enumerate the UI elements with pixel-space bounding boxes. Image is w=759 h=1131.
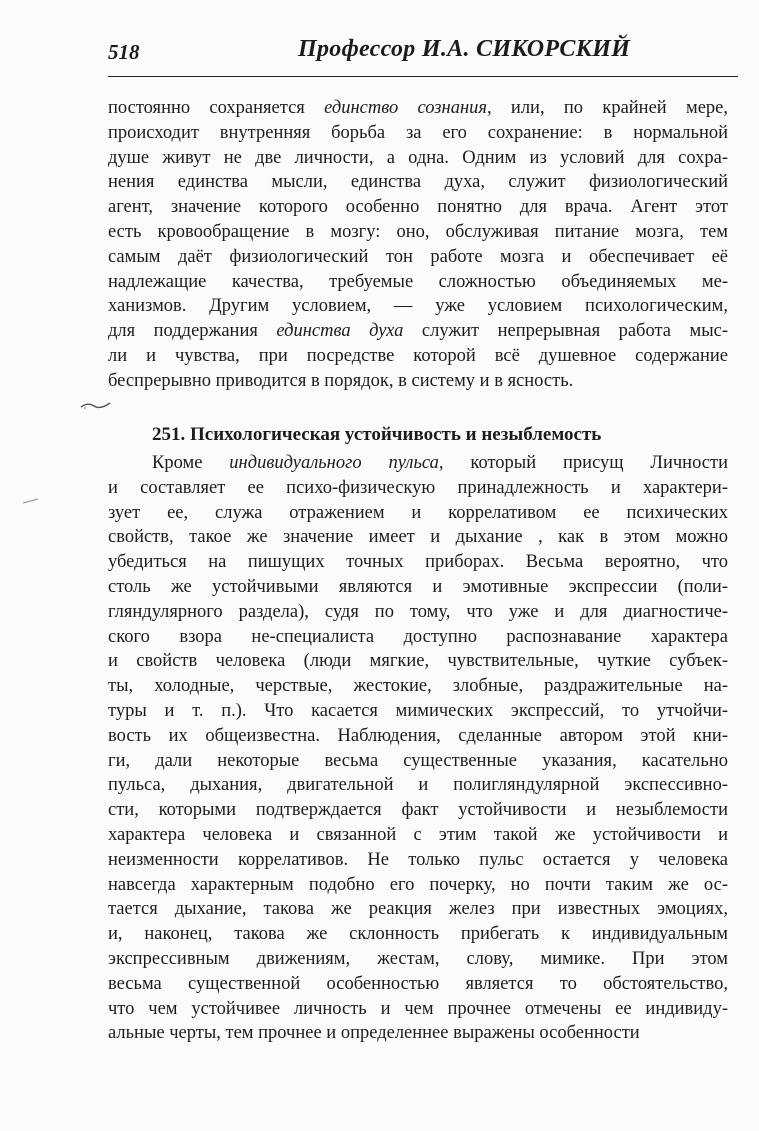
paragraph-1: [108, 96, 728, 394]
text-span: тается дыхание, такова же реакция желез при известных эмоциях,: [108, 899, 728, 920]
text-span: или, по крайней мере,: [491, 98, 728, 118]
text-span: экспрессивным движениям, жестам, слову, мимике. При этом: [108, 948, 728, 969]
text-line: [108, 195, 728, 220]
text-span: беспрерывно приводится в порядок, в систему и в ясность.: [108, 370, 574, 391]
text-span: гляндулярного раздела), судя по тому, что уже и для диагностиче-: [108, 601, 728, 622]
text-line: [108, 344, 728, 369]
text-span: для поддержания: [108, 321, 277, 342]
text-line: [108, 121, 728, 146]
text-span: туры и т. п.). Что касается мимических экспрессий, то утчойчи-: [108, 700, 728, 721]
scan-smudge-mark: [80, 400, 114, 410]
text-line: [108, 96, 728, 121]
text-line: [108, 319, 728, 344]
text-span: Кроме: [152, 453, 230, 473]
text-line: [108, 625, 728, 650]
text-span: душе живут не две личности, а одна. Одним из условий для сохра-: [108, 147, 728, 168]
text-span: ского взора не-специалиста доступно распознавание характера: [108, 626, 728, 647]
text-line: [108, 997, 728, 1022]
text-span: и составляет ее психо-физическую принадлежность и характери-: [108, 477, 728, 498]
scan-smudge-mark: [22, 497, 40, 505]
text-line: [108, 848, 728, 873]
text-line: [108, 873, 728, 898]
text-line: [108, 649, 728, 674]
text-span: ты, холодные, черствые, жестокие, злобные, раздражительные на-: [108, 676, 728, 697]
text-span: который присущ Личности: [443, 453, 728, 473]
text-span: постоянно сохраняется: [108, 98, 325, 118]
running-head: [108, 36, 738, 76]
running-title: Профессор И.А. СИКОРСКИЙ: [298, 36, 631, 62]
text-span: самым даёт физиологический тон работе мозга и обеспечивает её: [108, 246, 728, 267]
text-line: [108, 972, 728, 997]
text-span: зует ее, служа отражением и коррелативом ее психических: [108, 502, 728, 523]
text-line: [108, 823, 728, 848]
text-span: неизменности коррелативов. Не только пульс остается у человека: [108, 849, 728, 870]
text-span: свойств, такое же значение имеет и дыхание , как в этом можно: [108, 527, 728, 548]
text-span: весьма существенной особенностью является то обстоятельство,: [108, 973, 728, 994]
text-line: [108, 146, 728, 171]
text-span: навсегда характерным подобно его почерку, но почти таким же ос-: [108, 874, 728, 895]
text-line: [108, 270, 728, 295]
text-line: [108, 749, 728, 774]
text-line: [108, 451, 728, 476]
text-span: и свойств человека (люди мягкие, чувствительные, чуткие субъек-: [108, 651, 728, 672]
text-span: агент, значение которого особенно понятно для врача. Агент этот: [108, 197, 728, 218]
text-span: характера человека и связанной с этим такой же устойчивости и: [108, 824, 728, 845]
header-rule: [108, 76, 738, 77]
text-line: [108, 220, 728, 245]
text-span: ли и чувства, при посредстве которой всё душевное содержание: [108, 345, 728, 366]
text-line: [108, 369, 728, 394]
text-line: [108, 897, 728, 922]
text-line: [108, 699, 728, 724]
text-span: вость их общеизвестна. Наблюдения, сделанные автором этой кни-: [108, 725, 728, 746]
text-line: [108, 1021, 728, 1046]
text-span: столь же устойчивыми являются и эмотивные экспрессии (поли-: [108, 576, 728, 597]
text-span: и, наконец, такова же склонность прибегать к индивидуальным: [108, 924, 728, 945]
text-span: ги, дали некоторые весьма существенные указания, касательно: [108, 750, 728, 771]
text-line: [108, 575, 728, 600]
text-span: есть кровообращение в мозгу: оно, обслуживая питание мозга, тем: [108, 221, 728, 242]
text-span: служит непрерывная работа мыс-: [403, 321, 728, 342]
emphasis-text: единства духа: [276, 321, 404, 342]
text-line: [108, 947, 728, 972]
text-line: [108, 674, 728, 699]
text-line: [108, 600, 728, 625]
text-span: убедиться на пишущих точных приборах. Весьма вероятно, что: [108, 552, 728, 573]
text-line: [108, 922, 728, 947]
text-line: [108, 724, 728, 749]
text-line: [108, 294, 728, 319]
text-line: [108, 773, 728, 798]
text-span: что чем устойчивее личность и чем прочнее отмечены ее индивиду-: [108, 998, 728, 1019]
page-number: 518: [108, 40, 140, 64]
text-line: [108, 501, 728, 526]
text-line: [108, 550, 728, 575]
text-span: надлежащие качества, требуемые сложностью объединяемых ме-: [108, 271, 728, 292]
text-line: [108, 798, 728, 823]
text-line: [108, 170, 728, 195]
emphasis-text: единство сознания,: [324, 98, 492, 118]
text-span: сти, которыми подтверждается факт устойчивости и незыблемости: [108, 800, 728, 821]
text-line: [108, 525, 728, 550]
text-span: ханизмов. Другим условием, — уже условием психологическим,: [108, 296, 728, 317]
text-line: [108, 245, 728, 270]
text-span: происходит внутренняя борьба за его сохранение: в нормальной: [108, 122, 728, 143]
text-span: пульса, дыхания, двигательной и полигляндулярной экспессивно-: [108, 775, 728, 796]
section-heading: 251. Психологическая устойчивость и незыблемость: [152, 424, 602, 445]
emphasis-text: индивидуального пульса,: [229, 453, 444, 473]
text-line: [108, 476, 728, 501]
paragraph-2: [108, 451, 728, 1046]
text-span: альные черты, тем прочнее и определеннее выражены особенности: [108, 1023, 640, 1044]
text-span: нения единства мысли, единства духа, служит физиологический: [108, 172, 728, 193]
